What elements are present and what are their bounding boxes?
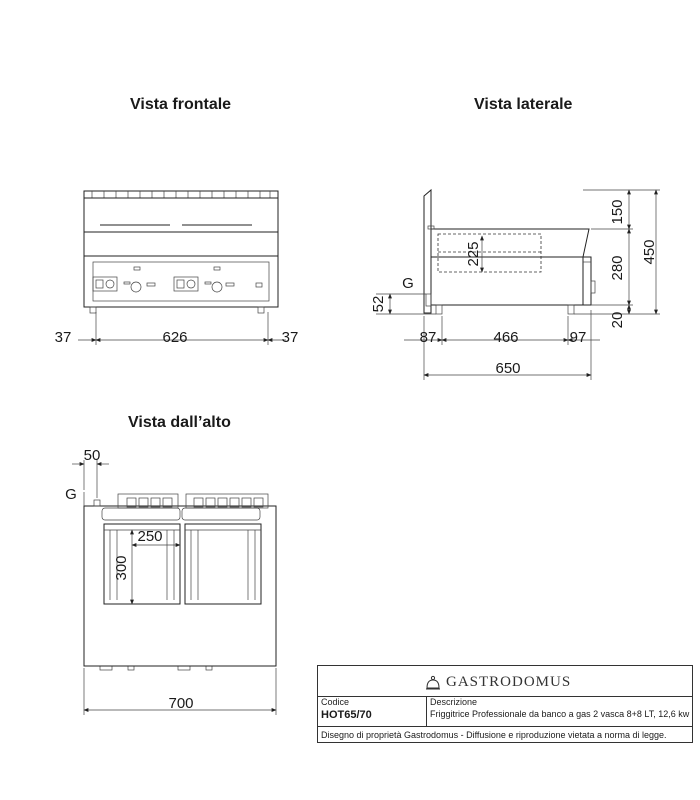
- dim-side-depth-right: 97: [569, 329, 587, 346]
- product-code: HOT65/70: [321, 709, 372, 721]
- front-view: [55, 191, 299, 346]
- title-block: [317, 665, 693, 743]
- product-code-box: [318, 696, 427, 726]
- front-view-title: Vista frontale: [130, 96, 232, 113]
- top-view: [65, 447, 276, 715]
- dim-front-left: 37: [54, 329, 72, 346]
- title-block-header: [318, 666, 692, 697]
- code-label: Codice: [321, 697, 350, 707]
- side-view-title: Vista laterale: [474, 96, 573, 113]
- dim-top-basket-depth: 300: [113, 555, 130, 581]
- dim-front-right: 37: [281, 329, 299, 346]
- dim-side-top-section: 150: [609, 199, 626, 225]
- side-gas-label: G: [402, 275, 414, 292]
- brand-name: GASTRODOMUS: [446, 674, 572, 690]
- title-block-info: [318, 696, 692, 727]
- top-gas-label: G: [65, 486, 77, 503]
- dim-side-depth-middle: 466: [493, 329, 519, 346]
- top-view-title: Vista dall’alto: [128, 414, 231, 431]
- dim-side-tank-depth: 225: [465, 241, 482, 267]
- dim-front-width: 626: [162, 329, 188, 346]
- dim-side-depth-left: 87: [419, 329, 437, 346]
- ownership-notice: Disegno di proprietà Gastrodomus - Diffusione e riproduzione vietata a norma di legge.: [321, 730, 667, 740]
- dim-side-total-depth: 650: [495, 360, 521, 377]
- side-view: [370, 190, 660, 380]
- dim-top-gas-offset: 50: [83, 447, 101, 464]
- dim-side-feet: 20: [609, 311, 626, 329]
- cloche-icon: [426, 675, 440, 691]
- dim-side-gas-height: 52: [370, 295, 387, 313]
- description-label: Descrizione: [430, 697, 478, 707]
- dim-top-basket-width: 250: [137, 528, 163, 545]
- dim-side-middle-section: 280: [609, 255, 626, 281]
- dim-side-total-height: 450: [641, 239, 658, 265]
- brand-logo: [426, 674, 571, 691]
- dim-top-total-width: 700: [168, 695, 194, 712]
- product-description: Friggitrice Professionale da banco a gas 2 vasca 8+8 LT, 12,6 kw: [430, 709, 690, 719]
